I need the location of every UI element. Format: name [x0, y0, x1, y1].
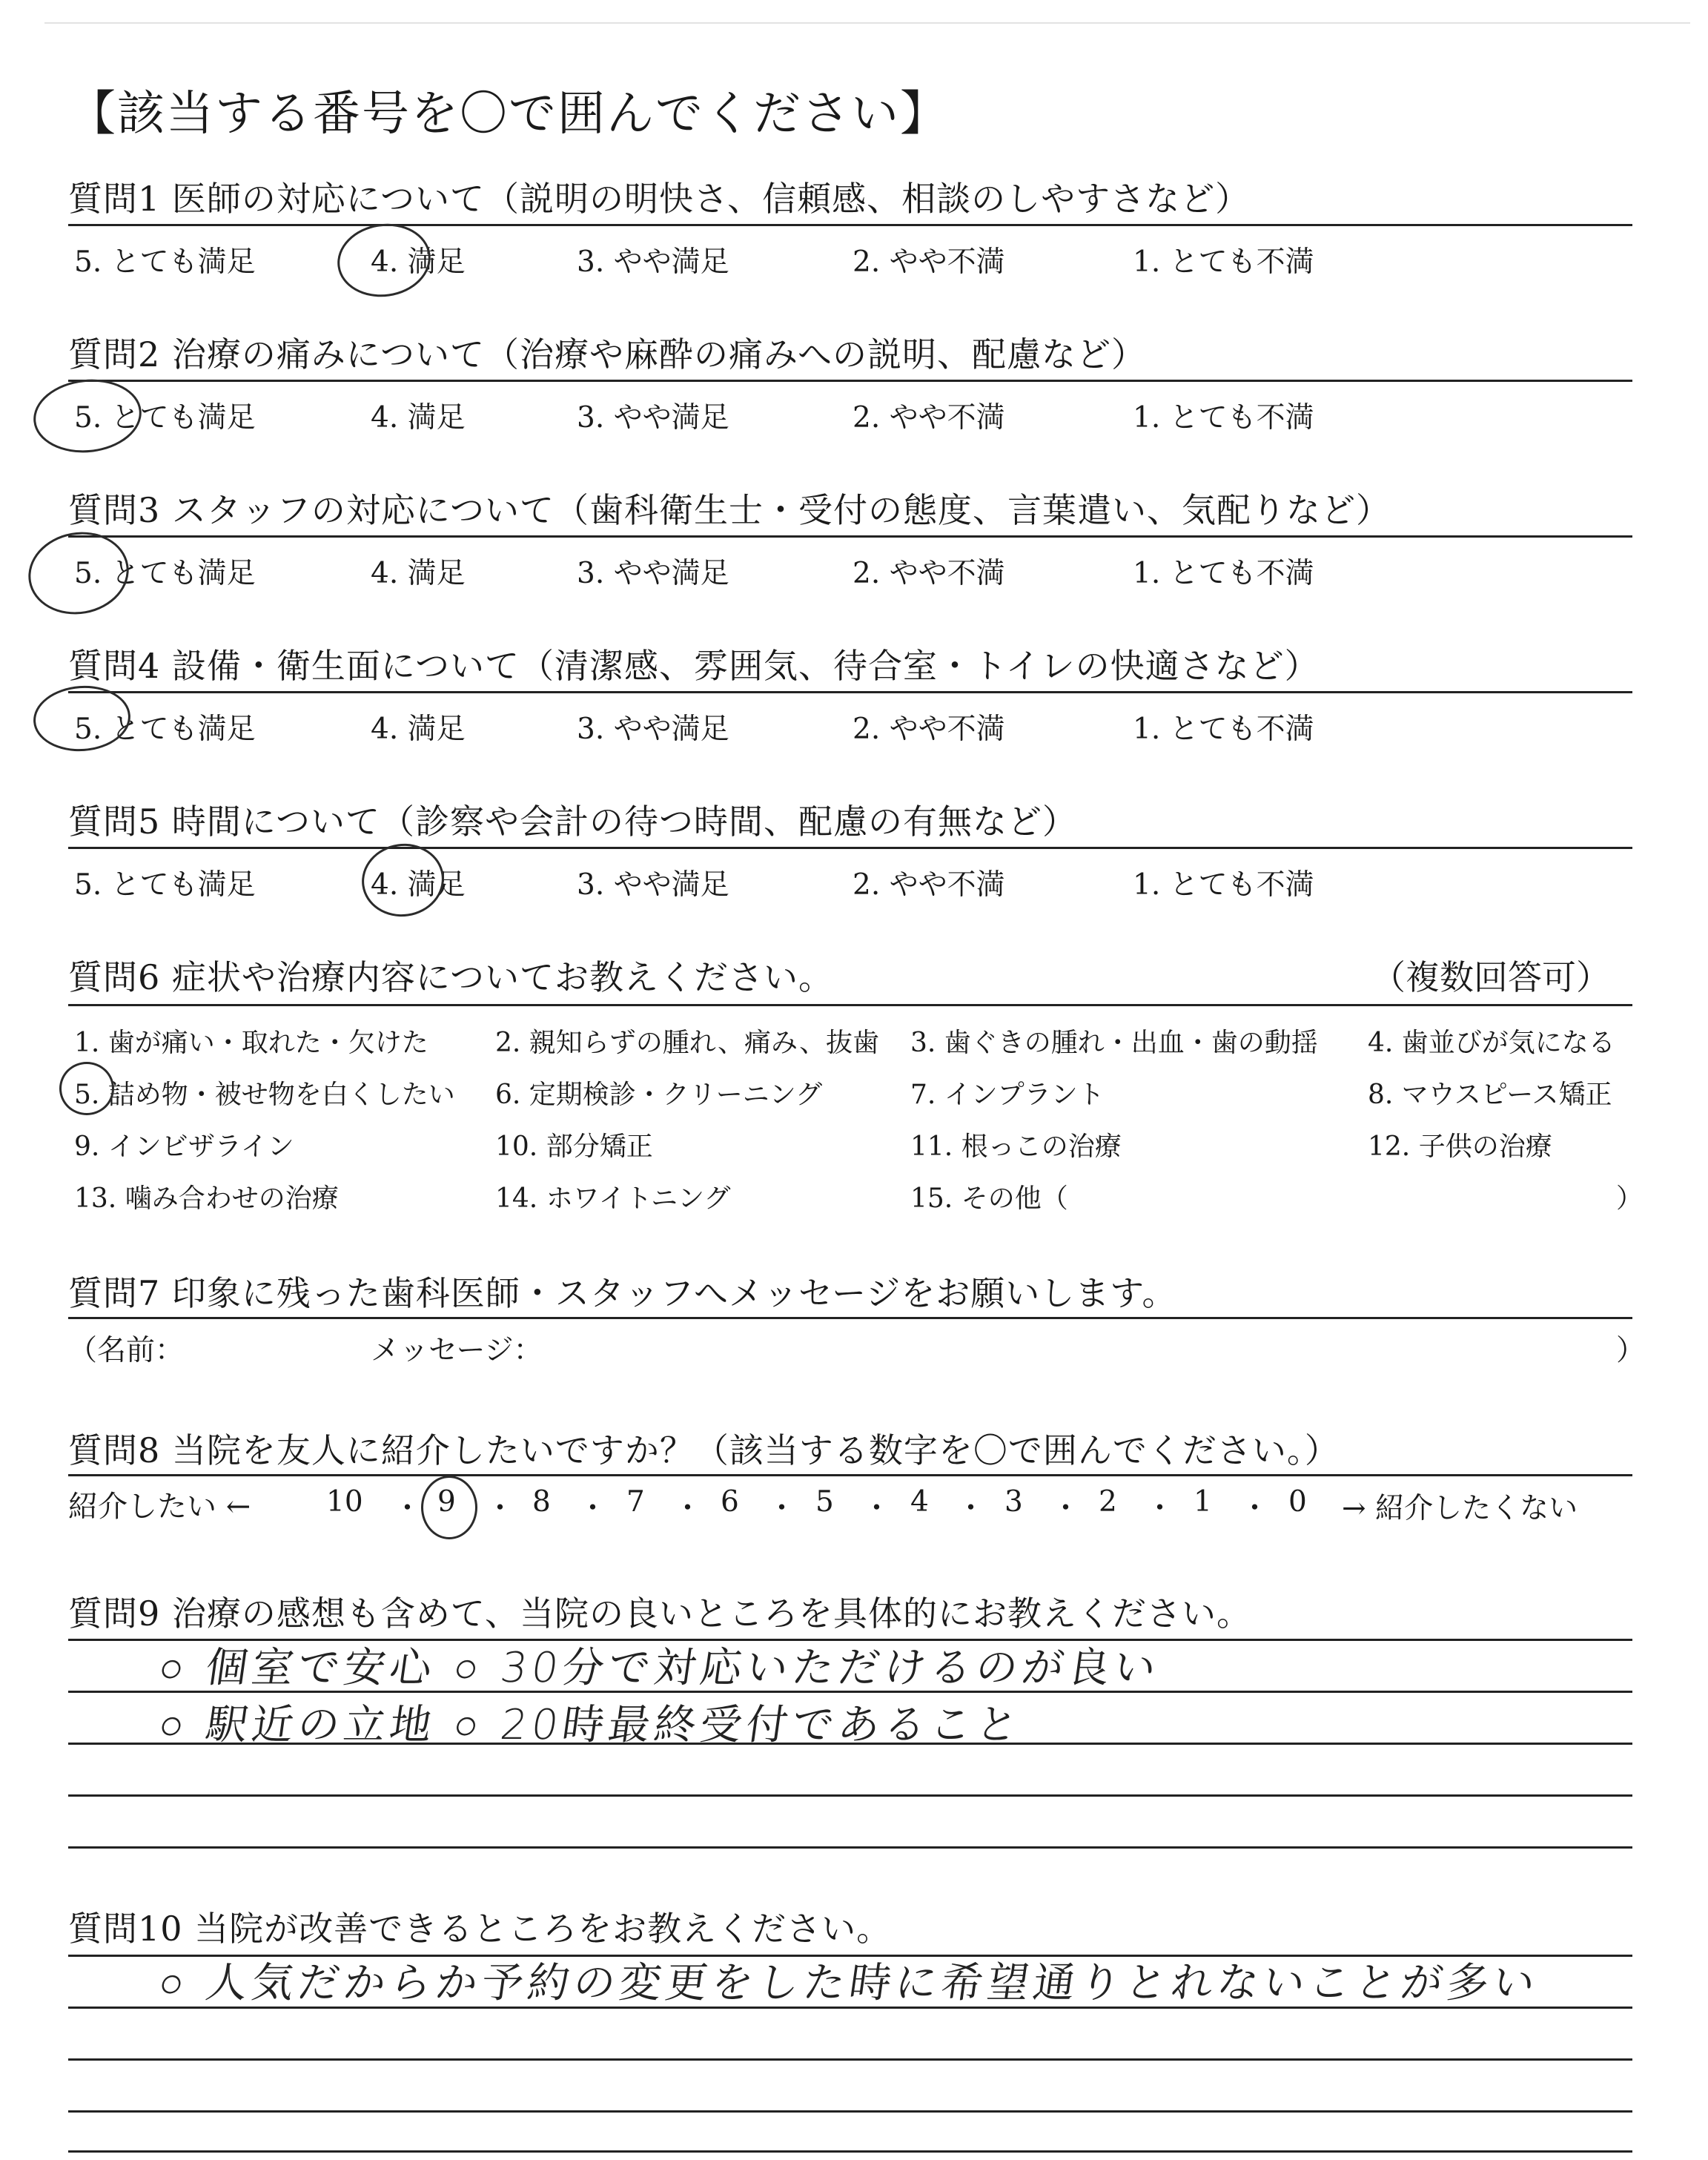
q6-option-9[interactable]: 9. インビザライン — [74, 1132, 294, 1162]
q2-option-2[interactable]: 2. やや不満 — [853, 401, 1005, 435]
q2-option-5[interactable]: 5. とても満足 — [74, 401, 256, 435]
question-3-label: 質問3 スタッフの対応について（歯科衛生士・受付の態度、言葉遣い、気配りなど） — [68, 490, 1391, 530]
question-9-rule-5 — [68, 1846, 1632, 1849]
q5-option-3[interactable]: 3. やや満足 — [577, 868, 729, 902]
q8-separator: ・ — [673, 1492, 703, 1525]
q8-right-label: → 紹介したくない — [1342, 1492, 1578, 1525]
q5-option-2[interactable]: 2. やや不満 — [853, 868, 1005, 902]
q4-option-5[interactable]: 5. とても満足 — [74, 713, 256, 746]
q3-option-1[interactable]: 1. とても不満 — [1133, 557, 1314, 590]
q3-option-5[interactable]: 5. とても満足 — [74, 557, 256, 590]
q8-value-3[interactable]: 3 — [1004, 1485, 1023, 1519]
q4-option-2[interactable]: 2. やや不満 — [853, 713, 1005, 746]
q7-close-paren: ） — [1616, 1334, 1646, 1367]
q1-option-5[interactable]: 5. とても満足 — [74, 245, 256, 279]
q1-option-4[interactable]: 4. 満足 — [371, 245, 466, 279]
instructions-header: 【該当する番号を〇で囲んでください】 — [68, 87, 949, 142]
q8-value-1[interactable]: 1 — [1194, 1485, 1212, 1519]
question-9-rule-4 — [68, 1794, 1632, 1797]
question-5-label: 質問5 時間について（診察や会計の待つ時間、配慮の有無など） — [68, 802, 1077, 842]
q1-option-2[interactable]: 2. やや不満 — [853, 245, 1005, 279]
q4-option-1[interactable]: 1. とても不満 — [1133, 713, 1314, 746]
q4-option-3[interactable]: 3. やや満足 — [577, 713, 729, 746]
q6-option-6[interactable]: 6. 定期検診・クリーニング — [495, 1080, 823, 1110]
q8-value-6[interactable]: 6 — [721, 1485, 739, 1519]
q3-option-4[interactable]: 4. 満足 — [371, 557, 466, 590]
q8-separator: ・ — [862, 1492, 892, 1525]
q1-option-3[interactable]: 3. やや満足 — [577, 245, 729, 279]
q6-option-3[interactable]: 3. 歯ぐきの腫れ・出血・歯の動揺 — [910, 1028, 1318, 1058]
question-6-label: 質問6 症状や治療内容についてお教えください。 — [68, 957, 833, 997]
q8-separator: ・ — [956, 1492, 986, 1525]
q5-option-4[interactable]: 4. 満足 — [371, 868, 466, 902]
q8-value-7[interactable]: 7 — [626, 1485, 645, 1519]
q9-answer-line-1: ○ 個室で安心 ○ 30分で対応いただけるのが良い — [155, 1644, 1164, 1692]
q8-value-10[interactable]: 10 — [326, 1485, 363, 1519]
q5-option-1[interactable]: 1. とても不満 — [1133, 868, 1314, 902]
q6-option-11[interactable]: 11. 根っこの治療 — [910, 1132, 1122, 1162]
q8-value-0[interactable]: 0 — [1288, 1485, 1307, 1519]
q8-separator: ・ — [486, 1492, 515, 1525]
question-10-label: 質問10 当院が改善できるところをお教えください。 — [68, 1909, 892, 1949]
q2-option-1[interactable]: 1. とても不満 — [1133, 401, 1314, 435]
q8-separator: ・ — [393, 1492, 423, 1525]
q7-message-label: メッセージ： — [371, 1334, 543, 1367]
q4-option-4[interactable]: 4. 満足 — [371, 713, 466, 746]
q8-separator: ・ — [1051, 1492, 1081, 1525]
q8-separator: ・ — [767, 1492, 797, 1525]
q6-option-7[interactable]: 7. インプラント — [910, 1080, 1105, 1110]
q1-option-1[interactable]: 1. とても不満 — [1133, 245, 1314, 279]
q6-option-5[interactable]: 5. 詰め物・被せ物を白くしたい — [74, 1080, 455, 1110]
q6-selection-circle — [59, 1062, 114, 1115]
question-4-rule — [68, 691, 1632, 693]
q6-option-15-close: ） — [1616, 1183, 1644, 1214]
q8-value-2[interactable]: 2 — [1099, 1485, 1117, 1519]
question-3-rule — [68, 535, 1632, 538]
question-2-label: 質問2 治療の痛みについて（治療や麻酔の痛みへの説明、配慮など） — [68, 334, 1147, 374]
q6-option-14[interactable]: 14. ホワイトニング — [495, 1183, 731, 1214]
question-6-note: （複数回答可） — [1371, 957, 1610, 997]
q5-option-5[interactable]: 5. とても満足 — [74, 868, 256, 902]
q8-separator: ・ — [1145, 1492, 1175, 1525]
question-1-label: 質問1 医師の対応について（説明の明快さ、信頼感、相談のしやすさなど） — [68, 179, 1251, 219]
question-5-rule — [68, 847, 1632, 849]
q8-scale-row — [68, 1483, 251, 1525]
q3-option-2[interactable]: 2. やや不満 — [853, 557, 1005, 590]
question-9-label: 質問9 治療の感想も含めて、当院の良いところを具体的にお教えください。 — [68, 1593, 1251, 1634]
q8-left-label: 紹介したい ← — [68, 1490, 251, 1524]
question-10-rule-3 — [68, 2058, 1632, 2061]
q3-option-3[interactable]: 3. やや満足 — [577, 557, 729, 590]
question-6-rule — [68, 1004, 1632, 1006]
q8-value-4[interactable]: 4 — [910, 1485, 929, 1519]
question-7-rule — [68, 1317, 1632, 1319]
question-7-label: 質問7 印象に残った歯科医師・スタッフへメッセージをお願いします。 — [68, 1273, 1177, 1313]
q2-selection-circle — [30, 374, 145, 458]
question-10-rule-5 — [68, 2150, 1632, 2153]
q8-separator: ・ — [578, 1492, 608, 1525]
q6-option-10[interactable]: 10. 部分矯正 — [495, 1132, 653, 1162]
question-1-rule — [68, 224, 1632, 226]
question-2-rule — [68, 380, 1632, 382]
q1-selection-circle — [333, 218, 435, 303]
q3-selection-circle — [21, 524, 135, 622]
q2-option-3[interactable]: 3. やや満足 — [577, 401, 729, 435]
q6-option-15[interactable]: 15. その他（ — [910, 1183, 1068, 1214]
q8-value-9[interactable]: 9 — [437, 1485, 456, 1519]
q8-value-5[interactable]: 5 — [815, 1485, 834, 1519]
q7-name-label: （名前： — [68, 1334, 185, 1367]
question-10-rule-4 — [68, 2110, 1632, 2113]
question-4-label: 質問4 設備・衛生面について（清潔感、雰囲気、待合室・トイレの快適さなど） — [68, 646, 1320, 686]
q6-option-13[interactable]: 13. 噛み合わせの治療 — [74, 1183, 339, 1214]
q5-selection-circle — [357, 839, 449, 922]
q6-option-4[interactable]: 4. 歯並びが気になる — [1368, 1028, 1615, 1058]
q6-option-12[interactable]: 12. 子供の治療 — [1368, 1132, 1552, 1162]
q8-separator: ・ — [1240, 1492, 1270, 1525]
top-border — [44, 22, 1690, 24]
question-8-rule — [68, 1474, 1632, 1476]
q2-option-4[interactable]: 4. 満足 — [371, 401, 466, 435]
q9-answer-line-2: ○ 駅近の立地 ○ 20時最終受付であること — [155, 1701, 1026, 1749]
q6-option-1[interactable]: 1. 歯が痛い・取れた・欠けた — [74, 1028, 428, 1058]
question-8-label: 質問8 当院を友人に紹介したいですか？（該当する数字を〇で囲んでください。） — [68, 1430, 1340, 1470]
q10-answer-line-1: ○ 人気だからか予約の変更をした時に希望通りとれないことが多い — [155, 1959, 1543, 2007]
q6-option-2[interactable]: 2. 親知らずの腫れ、痛み、抜歯 — [495, 1028, 880, 1058]
q8-selection-circle — [421, 1476, 477, 1539]
q6-option-8[interactable]: 8. マウスピース矯正 — [1368, 1080, 1612, 1110]
q8-value-8[interactable]: 8 — [532, 1485, 551, 1519]
